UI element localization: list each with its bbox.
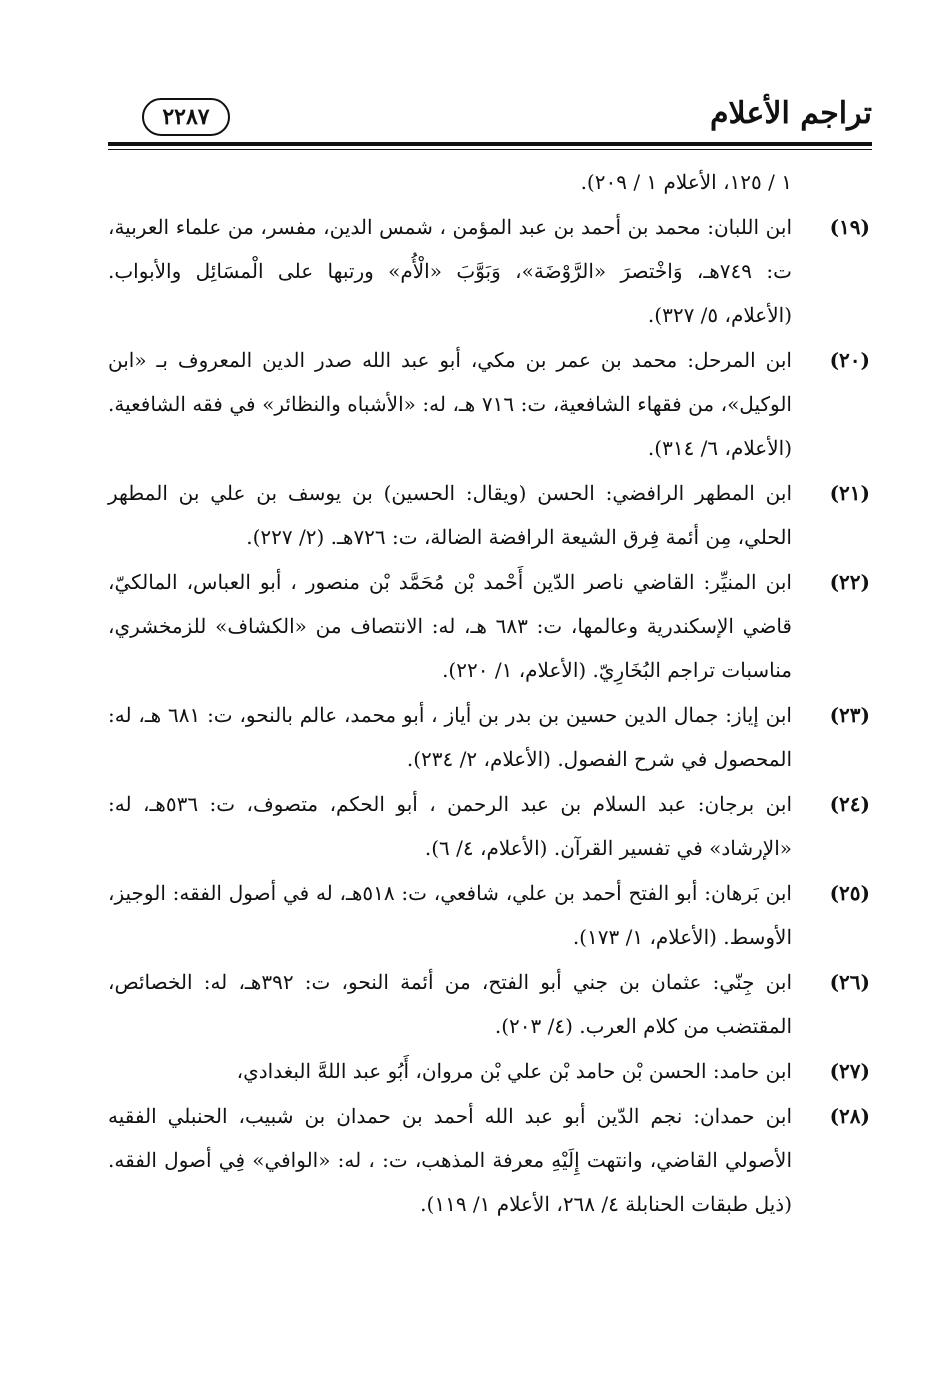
entry-27 (108, 1049, 870, 1093)
header-rule-thick (108, 142, 872, 146)
entry-28 (108, 1094, 870, 1226)
entry-21 (108, 471, 870, 559)
entry-22 (108, 560, 870, 692)
entry-number: (١٩) (829, 215, 870, 239)
entry-text: ابن بَرهان: أبو الفتح أحمد بن علي، شافعي، ت: ٥١٨هـ، له في أصول الفقه: الوجيز، الأوسط. (الأعلام، ١/ ١٧٣). (108, 881, 792, 949)
entry-text: ابن برجان: عبد السلام بن عبد الرحمن ، أبو الحكم، متصوف، ت: ٥٣٦هـ، له: «الإرشاد» في تفسير القرآن. (الأعلام، ٤/ ٦). (108, 792, 792, 860)
entry-text: ابن المنيِّر: القاضي ناصر الدّين أَحْمد بْن مُحَمَّد بْن منصور ، أبو العباس، المالكيّ، قاضي الإسكندرية وعالمها، ت: ٦٨٣ هـ، له: الانتصاف من «الكشاف» للزمخشري، مناسبات تراجم البُخَارِيّ. (الأعلام، ١/ ٢٢٠). (108, 570, 792, 682)
running-title: تراجم الأعلام (709, 96, 872, 131)
entry-number: (٢٣) (829, 703, 870, 727)
entry-number: (٢٠) (829, 348, 870, 372)
entry-text: ابن حمدان: نجم الدّين أبو عبد الله أحمد بن حمدان بن شبيب، الحنبلي الفقيه الأصولي القاضي، وانتهت إِلَيْهِ معرفة المذهب، ت: ، له: «الوافي» فِي أصول الفقه. (ذيل طبقات الحنابلة ٤/ ٢٦٨، الأعلام ١/ ١١٩). (108, 1104, 792, 1216)
entry-26 (108, 960, 870, 1048)
entry-number: (٢١) (829, 481, 870, 505)
page-number: ٢٢٨٧ (142, 98, 230, 136)
page-content (108, 160, 870, 1226)
entry-number: (٢٥) (829, 881, 870, 905)
entry-20 (108, 338, 870, 470)
entry-19 (108, 205, 870, 337)
entry-text: ابن حامد: الحسن بْن حامد بْن علي بْن مروان، أَبُو عبد اللهَّ البغدادي، (236, 1059, 792, 1083)
entry-number: (٢٢) (829, 570, 870, 594)
continuation-text: ١ / ١٢٥، الأعلام ١ / ٢٠٩). (580, 170, 792, 194)
entry-text: ابن المرحل: محمد بن عمر بن مكي، أبو عبد الله صدر الدين المعروف بـ «ابن الوكيل»، من فقهاء الشافعية، ت: ٧١٦ هـ، له: «الأشباه والنظائر» في فقه الشافعية. (الأعلام، ٦/ ٣١٤). (108, 348, 792, 460)
entry-25 (108, 871, 870, 959)
entry-number: (٢٤) (829, 792, 870, 816)
entry-text: ابن اللبان: محمد بن أحمد بن عبد المؤمن ، شمس الدين، مفسر، من علماء العربية، ت: ٧٤٩هـ، وَاخْتصرَ «الرَّوْضَة»، وَبَوَّبَ «الْأُم» ورتبها على الْمسَائِل والأبواب. (الأعلام، ٥/ ٣٢٧). (108, 215, 792, 327)
entry-number: (٢٨) (829, 1104, 870, 1128)
entry-text: ابن إياز: جمال الدين حسين بن بدر بن أياز ، أبو محمد، عالم بالنحو، ت: ٦٨١ هـ، له: المحصول في شرح الفصول. (الأعلام، ٢/ ٢٣٤). (108, 703, 792, 771)
header-rule-thin (108, 149, 872, 150)
entry-number: (٢٧) (829, 1059, 870, 1083)
entry-text: ابن المطهر الرافضي: الحسن (ويقال: الحسين) بن يوسف بن علي بن المطهر الحلي، مِن أئمة فِرق الشيعة الرافضة الضالة، ت: ٧٢٦هـ. (٢/ ٢٢٧). (108, 481, 792, 549)
page-header (108, 92, 872, 144)
entry-number: (٢٦) (829, 970, 870, 994)
entry-23 (108, 693, 870, 781)
entry-text: ابن جِنّي: عثمان بن جني أبو الفتح، من أئمة النحو، ت: ٣٩٢هـ، له: الخصائص، المقتضب من كلام العرب. (٤/ ٢٠٣). (108, 970, 792, 1038)
entry-24 (108, 782, 870, 870)
